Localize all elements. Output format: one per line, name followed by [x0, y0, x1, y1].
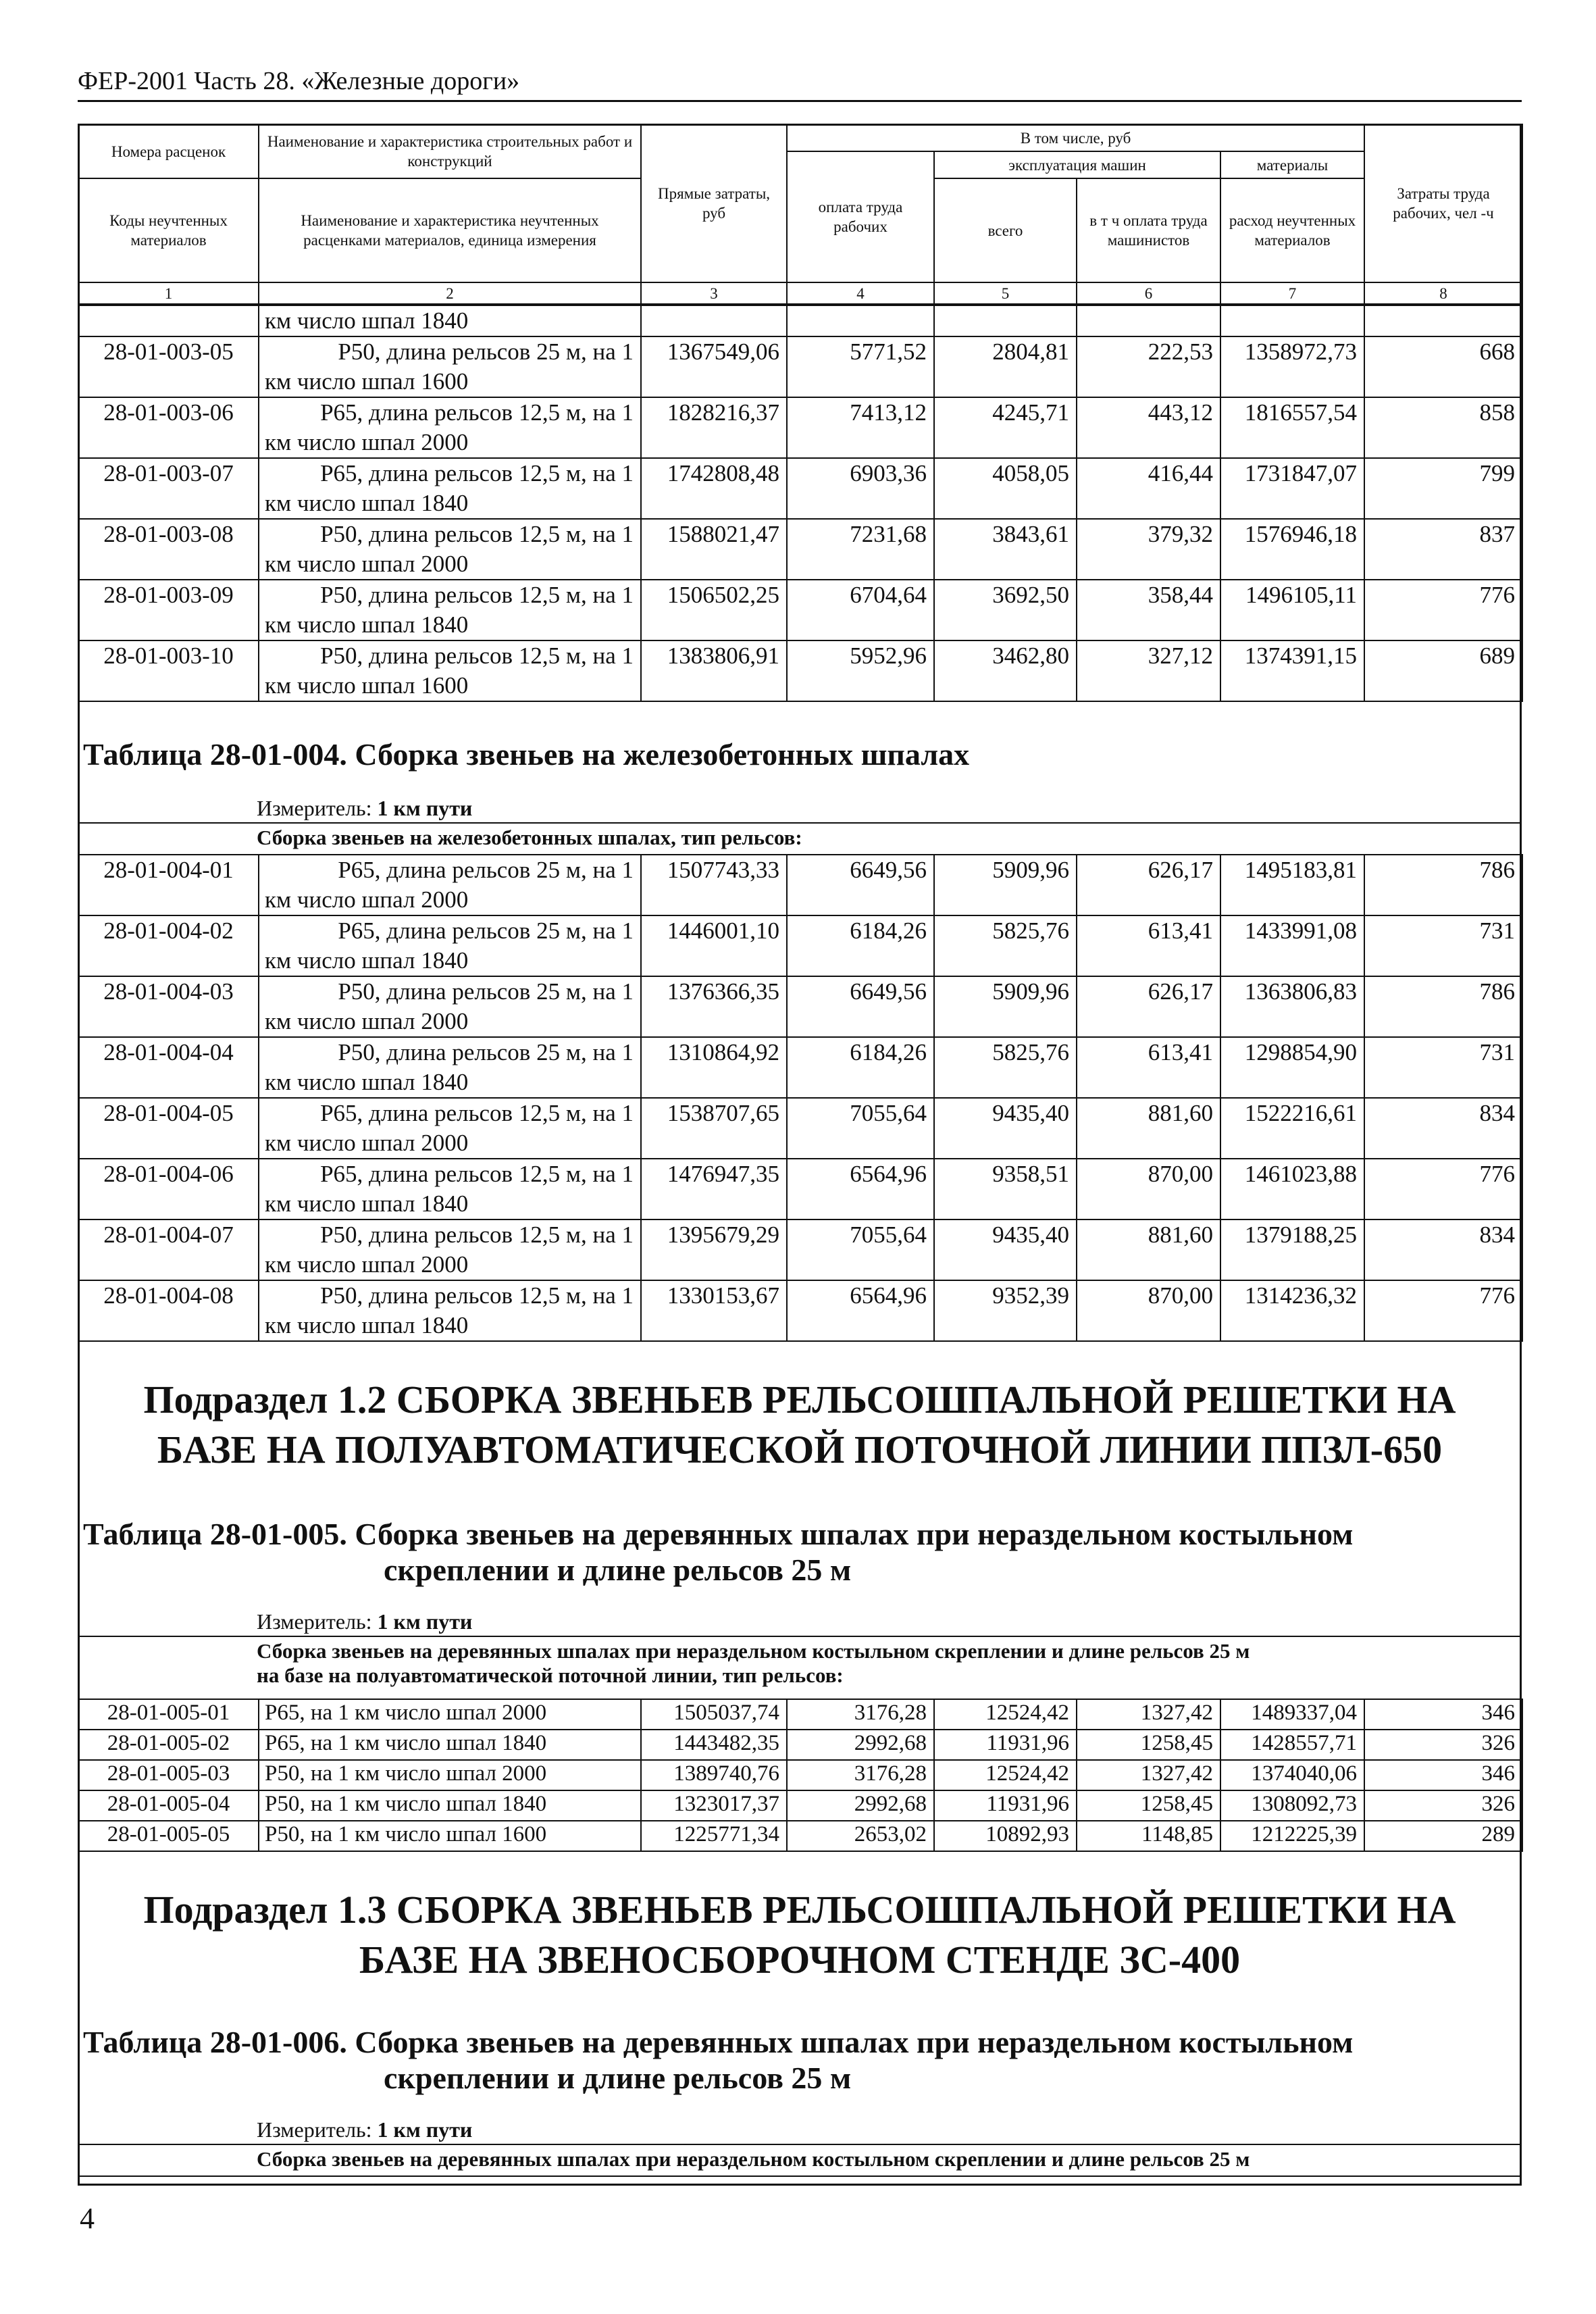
machines-cell: 4245,71: [934, 397, 1077, 458]
wage-cell: 6649,56: [787, 976, 934, 1037]
work-name-line: км число шпал 2000: [265, 429, 469, 455]
work-name-line: км число шпал 1600: [265, 368, 469, 395]
wage-cell: 7413,12: [787, 397, 934, 458]
machines-cell: 9435,40: [934, 1098, 1077, 1159]
operator-wage-cell: 626,17: [1077, 855, 1220, 915]
materials-cell: 1576946,18: [1220, 519, 1364, 580]
machines-cell: 5909,96: [934, 976, 1077, 1037]
wage-cell: 6903,36: [787, 458, 934, 519]
table-row: [78, 1821, 1522, 1851]
labor-cell: 731: [1364, 1037, 1522, 1098]
operator-wage-cell: 416,44: [1077, 458, 1220, 519]
direct-cost-cell: 1506502,25: [641, 580, 787, 640]
meter-004: Измеритель: 1 км пути: [257, 796, 473, 820]
col-codes-header: Коды неучтенных материалов: [78, 178, 259, 282]
table-row: [78, 1280, 1522, 1341]
operator-wage-cell: 443,12: [1077, 397, 1220, 458]
operator-wage-cell: 1327,42: [1077, 1760, 1220, 1790]
labor-cell: 731: [1364, 915, 1522, 976]
work-name: Р50, на 1 км число шпал 1840: [259, 1790, 641, 1821]
work-name: км число шпал 1840: [259, 305, 641, 336]
table-row: [78, 336, 1522, 397]
wage-cell: 2992,68: [787, 1730, 934, 1760]
work-name: [259, 640, 641, 701]
labor-cell: 837: [1364, 519, 1522, 580]
labor-cell: 776: [1364, 580, 1522, 640]
direct-cost-cell: 1505037,74: [641, 1699, 787, 1730]
rule: [78, 1636, 1522, 1637]
labor-cell: 346: [1364, 1760, 1522, 1790]
empty-cell: [787, 305, 934, 336]
materials-cell: 1522216,61: [1220, 1098, 1364, 1159]
direct-cost-cell: 1443482,35: [641, 1730, 787, 1760]
rate-code-cell: 28-01-005-01: [78, 1699, 259, 1730]
col-machines-total-header: всего: [934, 178, 1077, 282]
operator-wage-cell: 613,41: [1077, 1037, 1220, 1098]
table-row: [78, 305, 1522, 336]
column-number: 4: [787, 282, 934, 304]
work-name-line: Р50, длина рельсов 12,5 м, на 1: [320, 643, 634, 669]
code-cell: [78, 305, 259, 336]
operator-wage-cell: 358,44: [1077, 580, 1220, 640]
col-materials-header: материалы: [1220, 151, 1364, 178]
direct-cost-cell: 1588021,47: [641, 519, 787, 580]
meter-005: Измеритель: 1 км пути: [257, 1609, 473, 1634]
labor-cell: 834: [1364, 1219, 1522, 1280]
operator-wage-cell: 870,00: [1077, 1280, 1220, 1341]
work-name: Р50, на 1 км число шпал 2000: [259, 1760, 641, 1790]
wage-cell: 6564,96: [787, 1280, 934, 1341]
operator-wage-cell: 870,00: [1077, 1159, 1220, 1219]
machines-cell: 11931,96: [934, 1790, 1077, 1821]
work-name-line: км число шпал 2000: [265, 1130, 469, 1156]
table-row: [78, 1730, 1522, 1760]
column-number: 2: [259, 282, 641, 304]
rate-code-cell: 28-01-003-09: [78, 580, 259, 640]
wage-cell: 6649,56: [787, 855, 934, 915]
page-number: 4: [80, 2202, 95, 2235]
work-name-line: км число шпал 1840: [265, 1190, 469, 1217]
work-name-line: км число шпал 1840: [265, 490, 469, 516]
work-name-line: км число шпал 2000: [265, 886, 469, 913]
operator-wage-cell: 379,32: [1077, 519, 1220, 580]
work-name: [259, 458, 641, 519]
machines-cell: 9435,40: [934, 1219, 1077, 1280]
direct-cost-cell: 1367549,06: [641, 336, 787, 397]
direct-cost-cell: 1323017,37: [641, 1790, 787, 1821]
labor-cell: 689: [1364, 640, 1522, 701]
work-name: [259, 915, 641, 976]
work-name-line: Р65, длина рельсов 12,5 м, на 1: [320, 1161, 634, 1187]
column-number: 5: [934, 282, 1077, 304]
col-materials-name-header: Наименование и характеристика неучтенных расценками материалов, единица измерения: [259, 178, 641, 282]
work-name-line: Р50, длина рельсов 12,5 м, на 1: [320, 582, 634, 608]
column-number: 1: [78, 282, 259, 304]
column-number: 7: [1220, 282, 1364, 304]
column-number: 8: [1364, 282, 1522, 304]
wage-cell: 6704,64: [787, 580, 934, 640]
work-name-line: Р50, длина рельсов 25 м, на 1: [338, 1039, 634, 1065]
materials-cell: 1489337,04: [1220, 1699, 1364, 1730]
table-row: [78, 1760, 1522, 1790]
operator-wage-cell: 1327,42: [1077, 1699, 1220, 1730]
labor-cell: 289: [1364, 1821, 1522, 1851]
materials-cell: 1731847,07: [1220, 458, 1364, 519]
labor-cell: 834: [1364, 1098, 1522, 1159]
rate-code-cell: 28-01-004-01: [78, 855, 259, 915]
direct-cost-cell: 1828216,37: [641, 397, 787, 458]
work-name-line: Р50, длина рельсов 25 м, на 1: [338, 338, 634, 365]
work-name: [259, 519, 641, 580]
direct-cost-cell: 1538707,65: [641, 1098, 787, 1159]
rule: [78, 2175, 1522, 2177]
table-row: [78, 1699, 1522, 1730]
table-row: [78, 1790, 1522, 1821]
work-name-line: Р50, длина рельсов 12,5 м, на 1: [320, 1222, 634, 1248]
group-header-004: Сборка звеньев на железобетонных шпалах, тип рельсов:: [257, 826, 802, 849]
direct-cost-cell: 1310864,92: [641, 1037, 787, 1098]
table-title-005: Таблица 28-01-005. Сборка звеньев на деревянных шпалах при нераздельном костыльном скреплении и длине рельсов 25 м: [83, 1517, 1354, 1587]
work-name-line: км число шпал 2000: [265, 1251, 469, 1278]
empty-cell: [1364, 305, 1522, 336]
rule: [78, 822, 1522, 824]
machines-cell: 3692,50: [934, 580, 1077, 640]
group-header-006: Сборка звеньев на деревянных шпалах при нераздельном костыльном скреплении и длине рельсов 25 м: [257, 2147, 1250, 2171]
materials-cell: 1379188,25: [1220, 1219, 1364, 1280]
table-title-004: Таблица 28-01-004. Сборка звеньев на железобетонных шпалах: [83, 737, 970, 772]
wage-cell: 5952,96: [787, 640, 934, 701]
materials-cell: 1374391,15: [1220, 640, 1364, 701]
materials-cell: 1428557,71: [1220, 1730, 1364, 1760]
rate-code-cell: 28-01-004-06: [78, 1159, 259, 1219]
work-name-line: км число шпал 1840: [265, 611, 469, 638]
labor-cell: 326: [1364, 1790, 1522, 1821]
machines-cell: 12524,42: [934, 1760, 1077, 1790]
direct-cost-cell: 1476947,35: [641, 1159, 787, 1219]
materials-cell: 1433991,08: [1220, 915, 1364, 976]
work-name-line: км число шпал 1840: [265, 1312, 469, 1338]
rate-code-cell: 28-01-004-07: [78, 1219, 259, 1280]
work-name: [259, 580, 641, 640]
table-title-006: Таблица 28-01-006. Сборка звеньев на деревянных шпалах при нераздельном костыльном скреплении и длине рельсов 25 м: [83, 2025, 1354, 2095]
page-header: ФЕР-2001 Часть 28. «Железные дороги»: [78, 67, 520, 95]
direct-cost-cell: 1507743,33: [641, 855, 787, 915]
table-row: [78, 1159, 1522, 1219]
direct-cost-cell: 1376366,35: [641, 976, 787, 1037]
table-row: [78, 397, 1522, 458]
table-row: [78, 1037, 1522, 1098]
rate-code-cell: 28-01-003-10: [78, 640, 259, 701]
rate-code-cell: 28-01-005-03: [78, 1760, 259, 1790]
work-name: [259, 1098, 641, 1159]
work-name: [259, 336, 641, 397]
work-name-line: км число шпал 2000: [265, 1008, 469, 1034]
table-row: [78, 976, 1522, 1037]
rate-code-cell: 28-01-004-02: [78, 915, 259, 976]
work-name-line: Р65, длина рельсов 25 м, на 1: [338, 917, 634, 944]
machines-cell: 9358,51: [934, 1159, 1077, 1219]
machines-cell: 12524,42: [934, 1699, 1077, 1730]
col-direct-cost-header: Прямые затраты, руб: [641, 124, 787, 282]
operator-wage-cell: 1258,45: [1077, 1730, 1220, 1760]
labor-cell: 776: [1364, 1159, 1522, 1219]
labor-cell: 858: [1364, 397, 1522, 458]
rate-code-cell: 28-01-005-02: [78, 1730, 259, 1760]
empty-cell: [934, 305, 1077, 336]
work-name-line: км число шпал 1600: [265, 672, 469, 699]
rate-code-cell: 28-01-005-05: [78, 1821, 259, 1851]
wage-cell: 2992,68: [787, 1790, 934, 1821]
rate-code-cell: 28-01-004-04: [78, 1037, 259, 1098]
work-name: Р65, на 1 км число шпал 1840: [259, 1730, 641, 1760]
work-name: [259, 1219, 641, 1280]
materials-cell: 1363806,83: [1220, 976, 1364, 1037]
rate-code-cell: 28-01-003-05: [78, 336, 259, 397]
labor-cell: 776: [1364, 1280, 1522, 1341]
work-name-line: Р50, длина рельсов 12,5 м, на 1: [320, 521, 634, 547]
wage-cell: 3176,28: [787, 1699, 934, 1730]
column-numbers-row: [78, 282, 1522, 304]
materials-cell: 1212225,39: [1220, 1821, 1364, 1851]
rate-code-cell: 28-01-003-07: [78, 458, 259, 519]
wage-cell: 7231,68: [787, 519, 934, 580]
labor-cell: 668: [1364, 336, 1522, 397]
table-row: [78, 458, 1522, 519]
wage-cell: 6564,96: [787, 1159, 934, 1219]
table-column-header: [78, 124, 1523, 305]
empty-cell: [1220, 305, 1364, 336]
rate-code-cell: 28-01-004-03: [78, 976, 259, 1037]
machines-cell: 2804,81: [934, 336, 1077, 397]
direct-cost-cell: 1330153,67: [641, 1280, 787, 1341]
work-name-line: км число шпал 1840: [265, 947, 469, 974]
materials-cell: 1374040,06: [1220, 1760, 1364, 1790]
machines-cell: 5909,96: [934, 855, 1077, 915]
machines-cell: 5825,76: [934, 1037, 1077, 1098]
direct-cost-cell: 1395679,29: [641, 1219, 787, 1280]
labor-cell: 326: [1364, 1730, 1522, 1760]
section-title-1-3: Подраздел 1.3 СБОРКА ЗВЕНЬЕВ РЕЛЬСОШПАЛЬНОЙ РЕШЕТКИ НА БАЗЕ НА ЗВЕНОСБОРОЧНОМ СТЕНДЕ ЗС-400: [143, 1888, 1456, 1982]
wage-cell: 7055,64: [787, 1098, 934, 1159]
operator-wage-cell: 613,41: [1077, 915, 1220, 976]
operator-wage-cell: 1258,45: [1077, 1790, 1220, 1821]
work-name: Р50, на 1 км число шпал 1600: [259, 1821, 641, 1851]
table-row: [78, 519, 1522, 580]
work-name-line: Р50, длина рельсов 12,5 м, на 1: [320, 1282, 634, 1309]
wage-cell: 6184,26: [787, 915, 934, 976]
materials-cell: 1308092,73: [1220, 1790, 1364, 1821]
wage-cell: 7055,64: [787, 1219, 934, 1280]
machines-cell: 3462,80: [934, 640, 1077, 701]
table-row: [78, 855, 1522, 915]
table-row: [78, 640, 1522, 701]
machines-cell: 3843,61: [934, 519, 1077, 580]
col-including-header: В том числе, руб: [787, 124, 1364, 151]
column-number: 6: [1077, 282, 1220, 304]
materials-cell: 1495183,81: [1220, 855, 1364, 915]
empty-cell: [1077, 305, 1220, 336]
machines-cell: 11931,96: [934, 1730, 1077, 1760]
operator-wage-cell: 1148,85: [1077, 1821, 1220, 1851]
col-operator-wage-header: в т ч оплата труда машинистов: [1077, 178, 1220, 282]
column-number: 3: [641, 282, 787, 304]
table-row: [78, 580, 1522, 640]
table-28-01-004-rows: [78, 854, 1523, 1342]
meter-006: Измеритель: 1 км пути: [257, 2117, 473, 2142]
labor-cell: 346: [1364, 1699, 1522, 1730]
rate-code-cell: 28-01-004-08: [78, 1280, 259, 1341]
table-row: [78, 915, 1522, 976]
section-title-1-2: Подраздел 1.2 СБОРКА ЗВЕНЬЕВ РЕЛЬСОШПАЛЬНОЙ РЕШЕТКИ НА БАЗЕ НА ПОЛУАВТОМАТИЧЕСКОЙ ПОТОЧНОЙ ЛИНИИ ППЗЛ-650: [143, 1378, 1456, 1472]
work-name-line: Р50, длина рельсов 25 м, на 1: [338, 978, 634, 1005]
wage-cell: 2653,02: [787, 1821, 934, 1851]
rate-code-cell: 28-01-005-04: [78, 1790, 259, 1821]
operator-wage-cell: 222,53: [1077, 336, 1220, 397]
rule: [78, 2144, 1522, 2145]
rate-code-cell: 28-01-003-06: [78, 397, 259, 458]
operator-wage-cell: 881,60: [1077, 1098, 1220, 1159]
work-name-line: Р65, длина рельсов 25 м, на 1: [338, 857, 634, 883]
col-work-name-header: Наименование и характеристика строительных работ и конструкций: [259, 124, 641, 178]
work-name: [259, 976, 641, 1037]
rate-code-cell: 28-01-003-08: [78, 519, 259, 580]
machines-cell: 4058,05: [934, 458, 1077, 519]
col-rate-number-header: Номера расценок: [78, 124, 259, 178]
labor-cell: 786: [1364, 855, 1522, 915]
operator-wage-cell: 626,17: [1077, 976, 1220, 1037]
machines-cell: 10892,93: [934, 1821, 1077, 1851]
table-28-01-003-rows: [78, 305, 1523, 702]
table-row: [78, 1219, 1522, 1280]
direct-cost-cell: 1742808,48: [641, 458, 787, 519]
wage-cell: 3176,28: [787, 1760, 934, 1790]
materials-cell: 1298854,90: [1220, 1037, 1364, 1098]
direct-cost-cell: 1446001,10: [641, 915, 787, 976]
empty-cell: [641, 305, 787, 336]
rate-code-cell: 28-01-004-05: [78, 1098, 259, 1159]
work-name: [259, 397, 641, 458]
work-name-line: км число шпал 1840: [265, 1069, 469, 1095]
work-name: [259, 855, 641, 915]
materials-cell: 1314236,32: [1220, 1280, 1364, 1341]
wage-cell: 6184,26: [787, 1037, 934, 1098]
materials-cell: 1496105,11: [1220, 580, 1364, 640]
group-header-005: Сборка звеньев на деревянных шпалах при нераздельном костыльном скреплении и длине рельсов 25 м на базе на полуавтоматической поточной линии, тип рельсов:: [257, 1639, 1250, 1687]
labor-cell: 786: [1364, 976, 1522, 1037]
work-name: [259, 1159, 641, 1219]
work-name: Р65, на 1 км число шпал 2000: [259, 1699, 641, 1730]
materials-cell: 1816557,54: [1220, 397, 1364, 458]
work-name-line: км число шпал 2000: [265, 551, 469, 577]
direct-cost-cell: 1383806,91: [641, 640, 787, 701]
machines-cell: 5825,76: [934, 915, 1077, 976]
table-row: [78, 1098, 1522, 1159]
col-wage-header: оплата труда рабочих: [787, 151, 934, 282]
wage-cell: 5771,52: [787, 336, 934, 397]
operator-wage-cell: 327,12: [1077, 640, 1220, 701]
materials-cell: 1358972,73: [1220, 336, 1364, 397]
materials-cell: 1461023,88: [1220, 1159, 1364, 1219]
col-labor-header: Затраты труда рабочих, чел -ч: [1364, 124, 1522, 282]
col-material-usage-header: расход неучтенных материалов: [1220, 178, 1364, 282]
header-rule: [78, 100, 1522, 102]
work-name: [259, 1037, 641, 1098]
direct-cost-cell: 1389740,76: [641, 1760, 787, 1790]
col-machines-header: эксплуатация машин: [934, 151, 1220, 178]
work-name-line: Р65, длина рельсов 12,5 м, на 1: [320, 399, 634, 426]
work-name: [259, 1280, 641, 1341]
operator-wage-cell: 881,60: [1077, 1219, 1220, 1280]
work-name-line: Р65, длина рельсов 12,5 м, на 1: [320, 460, 634, 486]
direct-cost-cell: 1225771,34: [641, 1821, 787, 1851]
work-name-line: Р65, длина рельсов 12,5 м, на 1: [320, 1100, 634, 1126]
table-28-01-005-rows: [78, 1699, 1523, 1852]
machines-cell: 9352,39: [934, 1280, 1077, 1341]
labor-cell: 799: [1364, 458, 1522, 519]
